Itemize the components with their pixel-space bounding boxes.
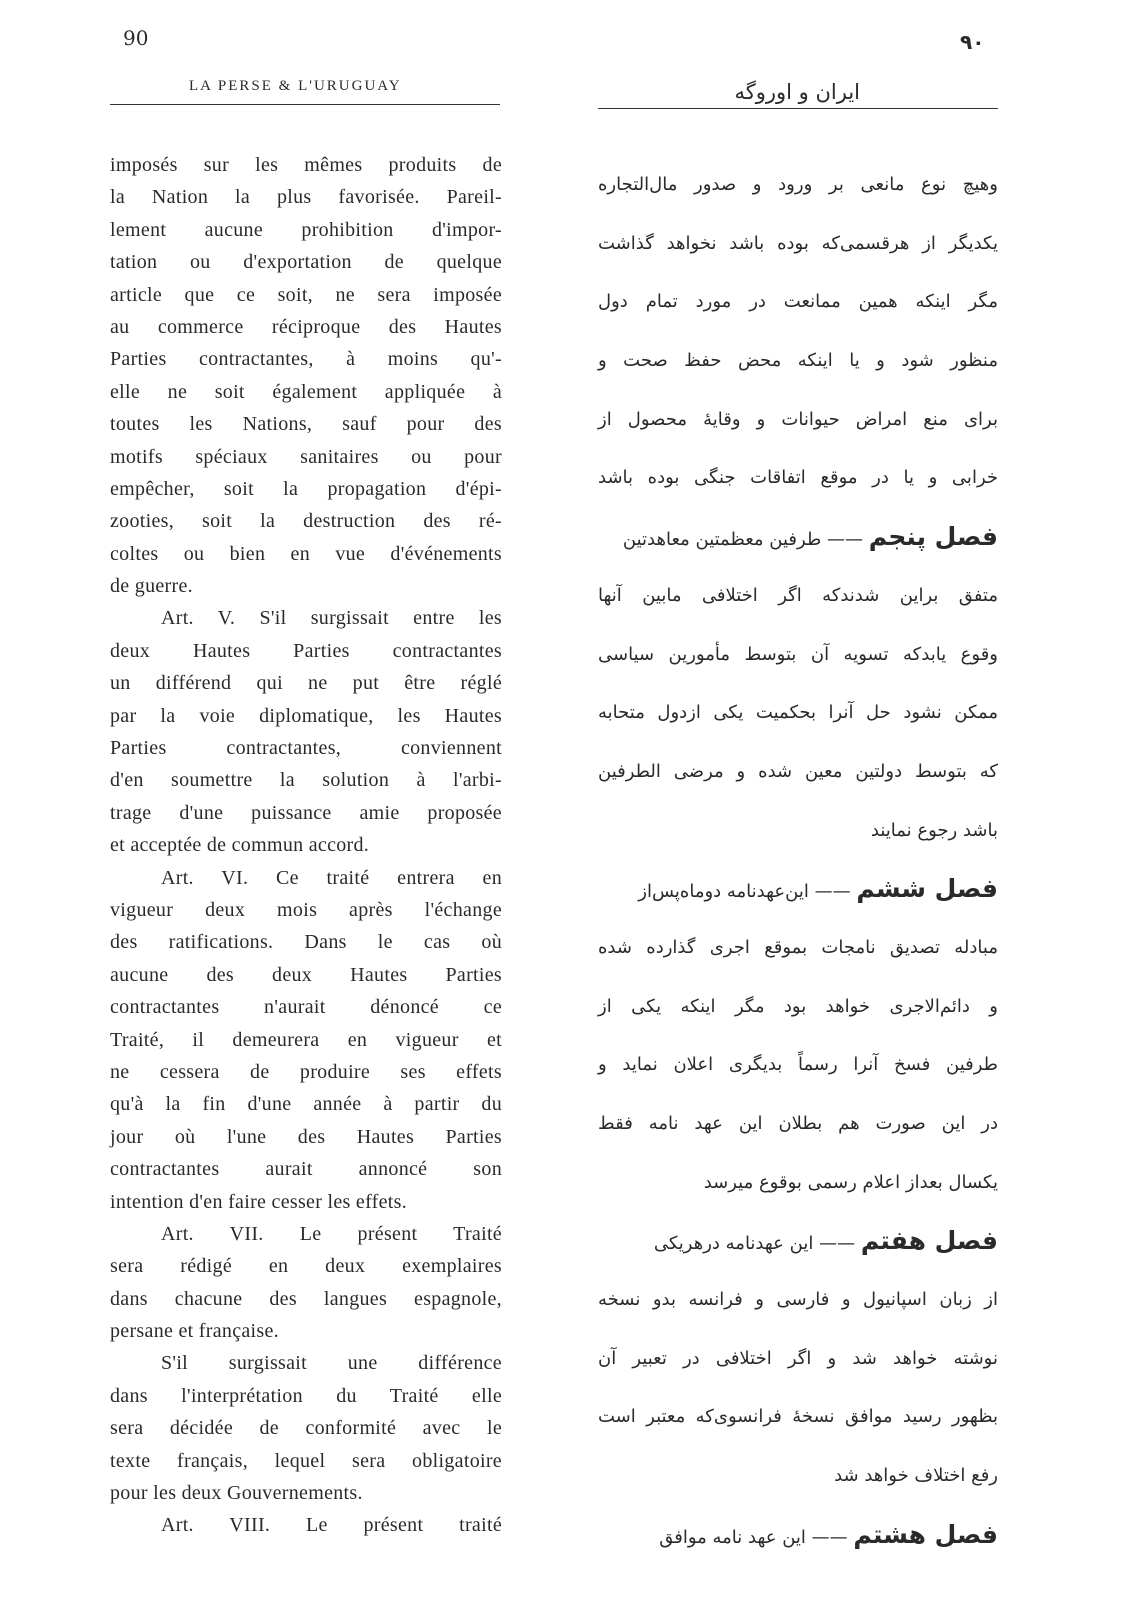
persian-line: که بتوسط دولتین معین شده و مرضی الطرفین (598, 760, 998, 782)
french-line: Traité, il demeurera en vigueur et (110, 1028, 502, 1051)
article-8-start: Art. VIII. Le présent traité (161, 1514, 502, 1537)
french-line: qu'à la fin d'une année à partir du (110, 1093, 502, 1116)
persian-line: یکسال بعداز اعلام رسمی بوقوع میرسد (703, 1171, 998, 1193)
persian-line: از زبان اسپانیول و فارسی و فرانسه بدو نسخه (598, 1289, 998, 1311)
french-line: empêcher, soit la propagation d'épi- (110, 477, 502, 500)
french-line: deux Hautes Parties contractantes (110, 639, 502, 662)
french-line: dans l'interprétation du Traité elle (110, 1384, 502, 1407)
article-8-title: فصل هشتم (853, 1519, 998, 1549)
french-line: aucune des deux Hautes Parties (110, 963, 502, 986)
persian-line: در این صورت هم بطلان این عهد نامه فقط (598, 1113, 998, 1134)
french-line: lement aucune prohibition d'impor- (110, 218, 502, 241)
french-line: dans chacune des langues espagnole, (110, 1287, 502, 1310)
persian-line: متفق براین شدندکه اگر اختلافی مابین آنها (598, 584, 998, 606)
french-line: tation ou d'exportation de quelque (110, 251, 502, 274)
article-6-heading (598, 860, 998, 919)
french-line: un différend qui ne put être réglé (110, 672, 502, 695)
persian-line: رفع اختلاف خواهد شد (834, 1465, 998, 1487)
french-line: texte français, lequel sera obligatoire (110, 1449, 502, 1472)
persian-line: خرابی و یا در موقع اتفاقات جنگی بوده باشد (598, 467, 998, 489)
french-line: sera décidée de conformité avec le (110, 1417, 502, 1440)
french-line: intention d'en faire cesser les effets. (110, 1190, 408, 1213)
french-line: jour où l'une des Hautes Parties (110, 1125, 502, 1148)
header-rule-left (110, 104, 500, 105)
article-5-start: Art. V. S'il surgissait entre les (161, 607, 502, 630)
heading-dash: —— (811, 1526, 848, 1548)
persian-line: مگر اینکه همین ممانعت در مورد تمام دول (598, 291, 998, 313)
french-line: contractantes n'aurait dénoncé ce (110, 996, 502, 1019)
persian-line: منظور شود و یا اینکه محض حفظ صحت و (598, 350, 998, 372)
french-line: trage d'une puissance amie proposée (110, 801, 502, 824)
french-line: Parties contractantes, conviennent (110, 737, 502, 760)
french-line: des ratifications. Dans le cas où (110, 931, 502, 954)
paragraph-start: S'il surgissait une différence (161, 1352, 502, 1375)
french-line: la Nation la plus favorisée. Pareil- (110, 186, 502, 209)
persian-column (598, 156, 998, 1565)
french-line: coltes ou bien en vue d'événements (110, 542, 502, 565)
article-5-heading (598, 508, 998, 567)
french-line: et acceptée de commun accord. (110, 834, 370, 857)
french-line: imposés sur les mêmes produits de (110, 154, 502, 176)
persian-line: یکدیگر از هرقسمی‌که بوده باشد نخواهد گذاشت (598, 232, 998, 254)
article-7-title: فصل هفتم (860, 1226, 998, 1256)
running-title-left: LA PERSE & L'URUGUAY (189, 78, 402, 94)
french-line: motifs spéciaux sanitaires ou pour (110, 445, 502, 468)
heading-rest: این عهد نامه موافق (659, 1526, 806, 1548)
heading-dash: —— (827, 529, 864, 551)
article-5-title: فصل پنجم (868, 522, 998, 552)
heading-rest: این عهدنامه درهریکی (653, 1233, 814, 1255)
heading-dash: —— (819, 1233, 856, 1255)
persian-line: نوشته خواهد شد و اگر اختلافی در تعبیر آن (598, 1347, 998, 1369)
french-line: elle ne soit également appliquée à (110, 380, 502, 403)
persian-line: طرفین فسخ آنرا رسماً بدیگری اعلان نماید و (598, 1054, 998, 1076)
page-number-right: ۹۰ (960, 30, 985, 54)
running-title-right: ایران و اوروگه (734, 80, 860, 104)
french-line: contractantes aurait annoncé son (110, 1158, 502, 1181)
french-line: pour les deux Gouvernements. (110, 1482, 363, 1505)
french-line: toutes les Nations, sauf pour des (110, 413, 502, 436)
french-line: par la voie diplomatique, les Hautes (110, 704, 502, 727)
header-rule-right (598, 108, 998, 109)
article-7-start: Art. VII. Le présent Traité (161, 1222, 502, 1245)
heading-rest: این‌عهدنامه دوماه‌پس‌از (638, 881, 809, 903)
french-line: de guerre. (110, 575, 193, 598)
article-8-heading (598, 1506, 998, 1565)
french-line: sera rédigé en deux exemplaires (110, 1255, 502, 1278)
french-line: zooties, soit la destruction des ré- (110, 510, 502, 533)
page-number-left: 90 (123, 26, 149, 50)
persian-line: و دائم‌الاجری خواهد بود مگر اینکه یکی از (598, 995, 998, 1017)
french-column (110, 149, 502, 1542)
persian-line: ممکن نشود حل آنرا بحکمیت یکی ازدول متحابه (598, 702, 998, 724)
persian-line: وقوع یابدکه تسویه آن بتوسط مأمورین سیاسی (598, 643, 998, 665)
french-line: vigueur deux mois après l'échange (110, 898, 502, 921)
heading-dash: —— (814, 881, 851, 903)
persian-line: برای منع امراض حیوانات و وقایهٔ محصول از (598, 408, 998, 430)
persian-line: باشد رجوع نمایند (870, 819, 998, 841)
french-line: d'en soumettre la solution à l'arbi- (110, 769, 502, 792)
persian-line: وهیچ نوع مانعی بر ورود و صدور مال‌التجاره (598, 174, 998, 195)
article-7-heading (598, 1212, 998, 1271)
persian-line: مبادله تصدیق نامجات بموقع اجری گذارده شده (598, 936, 998, 958)
heading-rest: طرفین معظمتین معاهدتین (622, 529, 822, 551)
french-line: au commerce réciproque des Hautes (110, 315, 502, 338)
french-line: persane et française. (110, 1320, 279, 1343)
article-6-title: فصل ششم (856, 874, 998, 904)
french-line: ne cessera de produire ses effets (110, 1060, 502, 1083)
article-6-start: Art. VI. Ce traité entrera en (161, 866, 502, 889)
french-line: article que ce soit, ne sera imposée (110, 283, 502, 306)
french-line: Parties contractantes, à moins qu'- (110, 348, 502, 371)
persian-line: بظهور رسید موافق نسخهٔ فرانسوی‌که معتبر است (598, 1406, 998, 1428)
